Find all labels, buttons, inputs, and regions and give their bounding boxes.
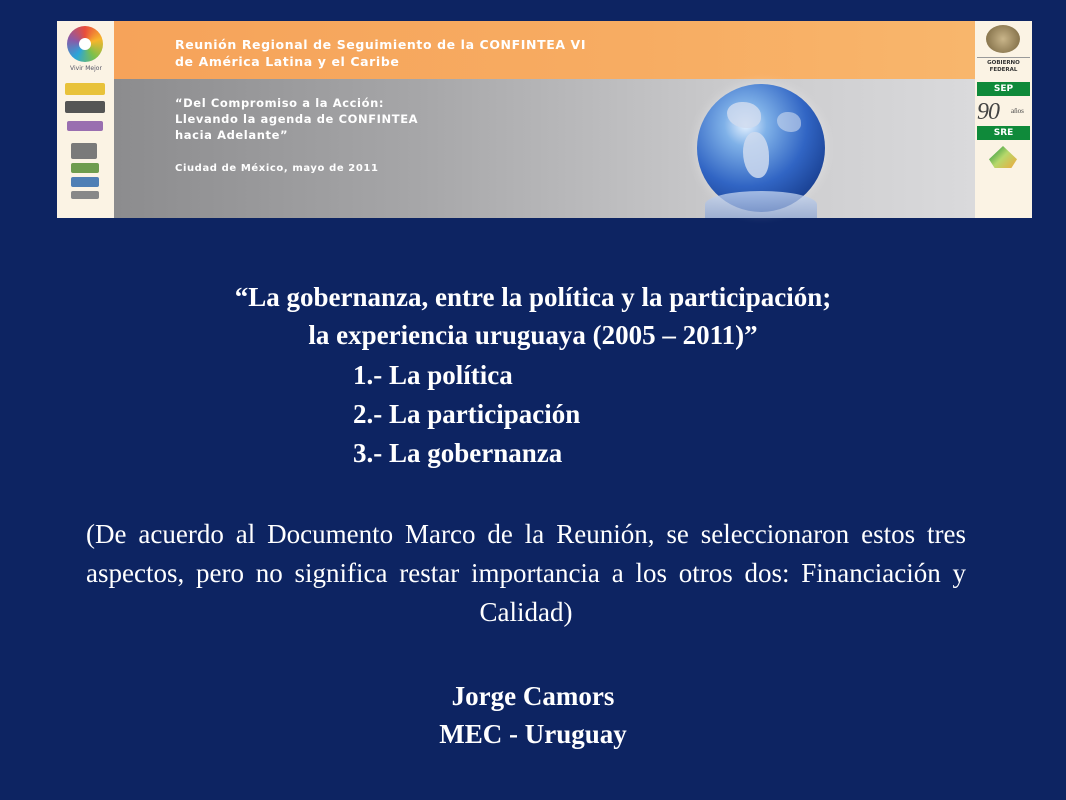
banner-event-line1: Reunión Regional de Seguimiento de la CONFINTEA VI bbox=[175, 37, 587, 52]
mexico-seal-icon bbox=[986, 25, 1020, 53]
sponsor-logo-1 bbox=[65, 83, 105, 95]
unesco-logo bbox=[71, 143, 97, 159]
list-item: 1.- La política bbox=[353, 360, 513, 390]
banner-event-title bbox=[175, 36, 586, 70]
sponsor-logo-5 bbox=[71, 177, 99, 187]
banner-quote-line1: “Del Compromiso a la Acción: bbox=[175, 96, 385, 110]
globe-reflection bbox=[705, 191, 817, 218]
sep-label: SEP bbox=[977, 82, 1030, 96]
author-name: Jorge Camors bbox=[451, 681, 615, 711]
vivir-mejor-label: Vivir Mejor bbox=[70, 65, 102, 72]
ninety-years-label: años bbox=[1011, 107, 1024, 115]
emblem-icon bbox=[989, 146, 1017, 168]
sponsor-logo-3 bbox=[67, 121, 103, 131]
sponsor-logo-4 bbox=[71, 163, 99, 173]
sponsor-logo-2 bbox=[65, 101, 105, 113]
header-banner bbox=[57, 21, 1032, 218]
sponsor-logos-left bbox=[57, 21, 114, 218]
government-logos-right bbox=[975, 21, 1032, 218]
banner-quote bbox=[175, 95, 418, 143]
slide-title bbox=[0, 278, 1066, 354]
list-item: 3.- La gobernanza bbox=[353, 438, 563, 468]
gobierno-federal-label: GOBIERNO FEDERAL bbox=[977, 57, 1030, 74]
sponsor-logo-6 bbox=[71, 191, 99, 199]
ninety-years-number: 90 bbox=[977, 99, 999, 125]
slide-note: (De acuerdo al Documento Marco de la Reunión, se seleccionaron estos tres aspectos, pero no significa restar importancia a los otros dos: Financiación y Calidad) bbox=[86, 519, 966, 627]
banner-place-date: Ciudad de México, mayo de 2011 bbox=[175, 163, 379, 174]
vivir-mejor-logo bbox=[67, 26, 103, 62]
list-item: 2.- La participación bbox=[353, 399, 581, 429]
author-affiliation: MEC - Uruguay bbox=[439, 719, 627, 749]
banner-event-line2: de América Latina y el Caribe bbox=[175, 54, 400, 69]
banner-quote-line2: Llevando la agenda de CONFINTEA bbox=[175, 112, 419, 126]
sre-label: SRE bbox=[977, 126, 1030, 140]
banner-quote-line3: hacia Adelante” bbox=[175, 128, 289, 142]
slide-title-line2: la experiencia uruguaya (2005 – 2011)” bbox=[308, 320, 758, 350]
slide-title-line1: “La gobernanza, entre la política y la participación; bbox=[234, 282, 832, 312]
author-block bbox=[0, 677, 1066, 753]
